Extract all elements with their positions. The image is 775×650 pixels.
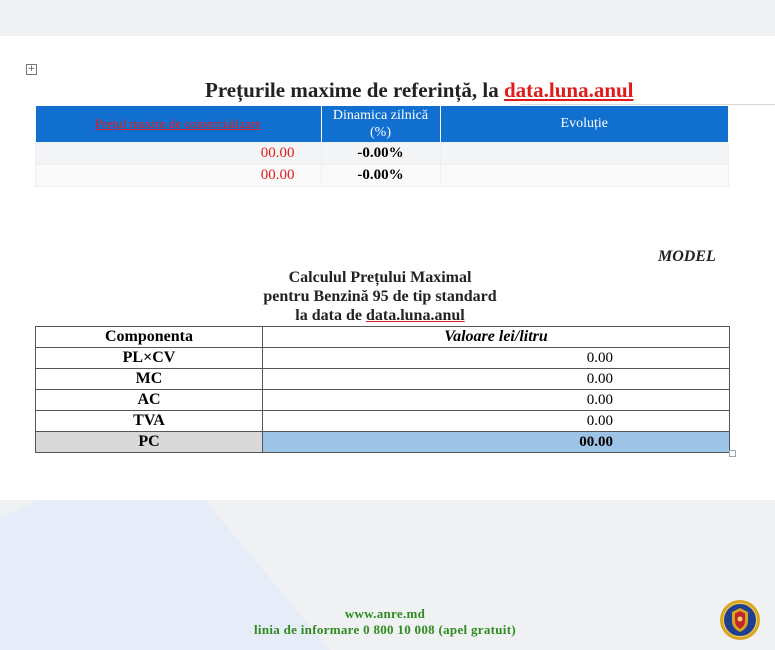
anre-emblem-icon bbox=[719, 599, 761, 641]
calc-title-line1: Calculul Prețului Maximal bbox=[288, 269, 472, 286]
table-row bbox=[36, 348, 730, 369]
table-move-handle-icon[interactable]: + bbox=[27, 64, 36, 74]
table-row bbox=[36, 165, 729, 187]
evolution-cell bbox=[440, 143, 729, 165]
component-value: 0.00 bbox=[263, 348, 730, 369]
component-table-header bbox=[36, 327, 730, 348]
footer-website[interactable]: www.anre.md bbox=[344, 606, 426, 621]
footer-hotline: linia de informare 0 800 10 008 (apel gratuit) bbox=[254, 622, 516, 637]
calc-title-prefix: la data de bbox=[295, 307, 366, 324]
component-value: 0.00 bbox=[263, 369, 730, 390]
component-name: AC bbox=[36, 390, 263, 411]
table-row bbox=[36, 369, 730, 390]
calc-title bbox=[230, 268, 530, 325]
title-text: Prețurile maxime de referință, la bbox=[205, 78, 504, 102]
table-row bbox=[36, 411, 730, 432]
total-name: PC bbox=[36, 432, 263, 453]
evolution-cell bbox=[440, 165, 729, 187]
header-value: Valoare lei/litru bbox=[263, 327, 730, 348]
calc-title-date: data.luna.anul bbox=[365, 307, 465, 324]
table-row bbox=[36, 390, 730, 411]
dynamic-cell: -0.00% bbox=[321, 143, 440, 165]
header-dynamic: Dinamica zilnică (%) bbox=[321, 106, 440, 143]
calc-title-line3 bbox=[230, 306, 530, 325]
price-cell: 00.00 bbox=[36, 143, 322, 165]
header-evolution: Evoluție bbox=[440, 106, 729, 143]
component-table bbox=[35, 326, 730, 453]
component-name: MC bbox=[36, 369, 263, 390]
top-band bbox=[0, 0, 775, 36]
table-resize-handle-icon[interactable] bbox=[729, 450, 736, 457]
header-price: Prețul maxim de comercializare bbox=[36, 106, 322, 143]
dynamic-cell: -0.00% bbox=[321, 165, 440, 187]
table-row bbox=[36, 143, 729, 165]
price-table-header bbox=[36, 106, 729, 143]
component-name: PL×CV bbox=[36, 348, 263, 369]
model-label: MODEL bbox=[658, 248, 716, 265]
component-name: TVA bbox=[36, 411, 263, 432]
page-title bbox=[205, 78, 634, 103]
total-value: 00.00 bbox=[263, 432, 730, 453]
header-component: Componenta bbox=[36, 327, 263, 348]
calc-title-line2: pentru Benzină 95 de tip standard bbox=[263, 288, 497, 305]
price-table bbox=[35, 106, 729, 187]
component-value: 0.00 bbox=[263, 390, 730, 411]
divider bbox=[520, 104, 775, 105]
total-row bbox=[36, 432, 730, 453]
price-cell: 00.00 bbox=[36, 165, 322, 187]
footer bbox=[180, 606, 590, 638]
title-date: data.luna.anul bbox=[503, 78, 634, 102]
component-value: 0.00 bbox=[263, 411, 730, 432]
